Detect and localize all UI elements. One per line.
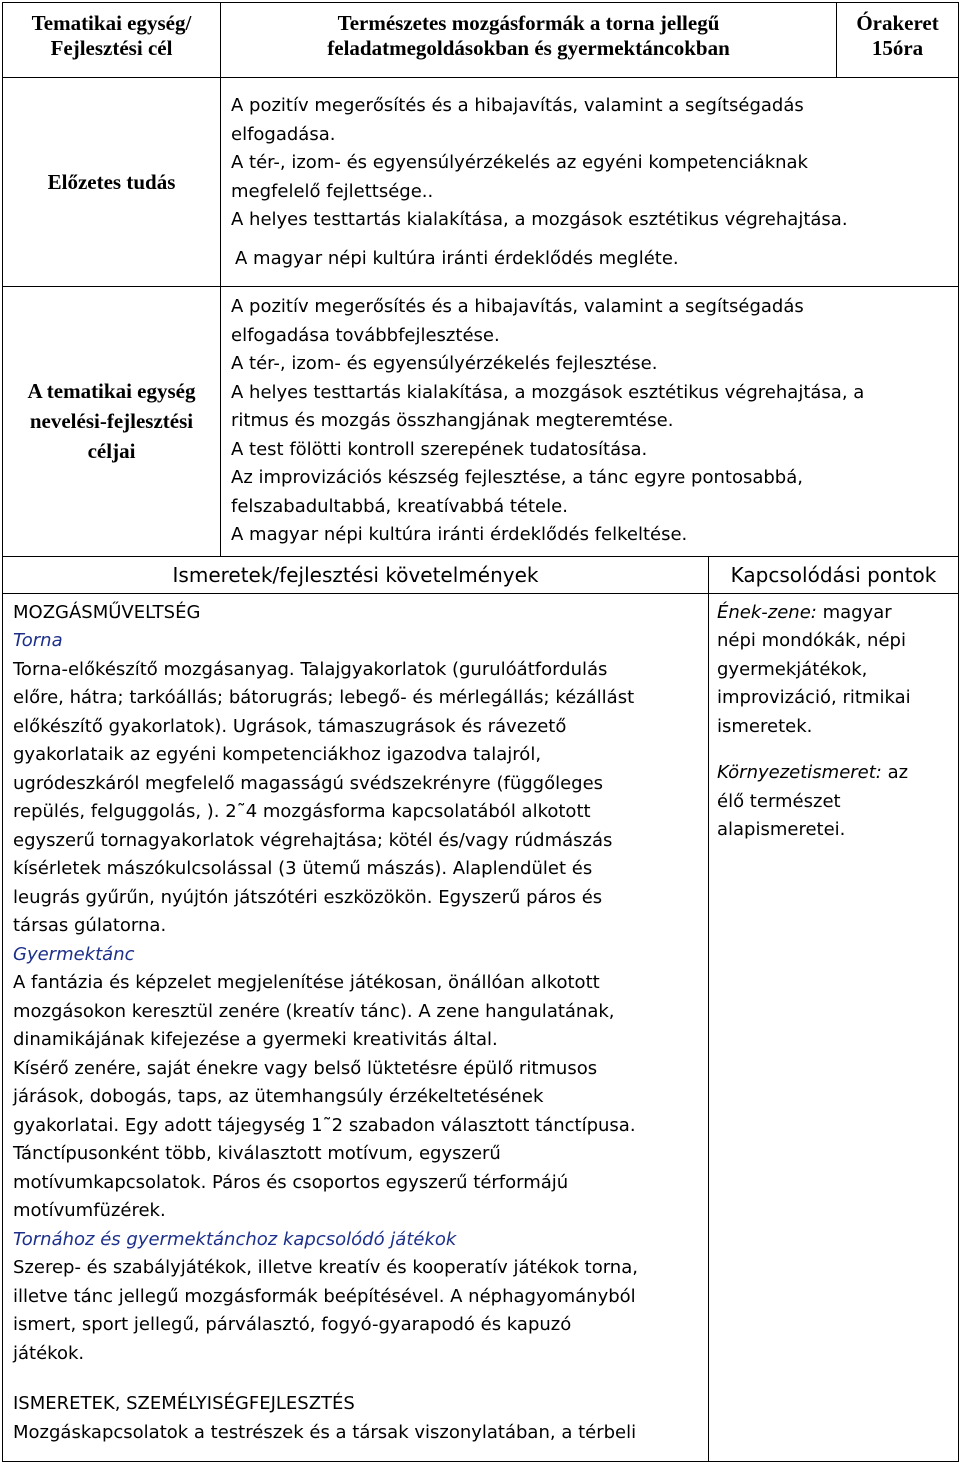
torna-line: Torna-előkészítő mozgásanyag. Talajgyakorlatok (gurulóátfordulás <box>13 658 608 680</box>
prior-line: A magyar népi kultúra iránti érdeklődés megléte. <box>235 247 679 269</box>
goal-line: felszabadultabbá, kreatívabbá tétele. <box>231 495 568 517</box>
goal-line: A test fölötti kontroll szerepének tudatosítása. <box>231 438 648 460</box>
prior-line: A pozitív megerősítés és a hibajavítás, valamint a segítségadás <box>231 95 804 116</box>
games-line: Szerep- és szabályjátékok, illetve kreatív és kooperatív játékok torna, <box>13 1257 638 1278</box>
torna-line: ugródeszkáról megfelelő magasságú svédszekrényre (függőleges <box>13 772 604 794</box>
torna-line: előkészítő gyakorlatok). Ugrások, támaszugrások és rávezető <box>13 715 567 737</box>
goal-line: A tér-, izom- és egyensúlyérzékelés fejlesztése. <box>231 353 658 374</box>
goals-label-cell <box>3 287 221 557</box>
requirements-header: Ismeretek/fejlesztési követelmények <box>172 562 539 587</box>
goal-line: A pozitív megerősítés és a hibajavítás, valamint a segítségadás <box>231 296 804 317</box>
curriculum-table <box>2 2 959 1462</box>
torna-line: társas gúlatorna. <box>13 915 167 936</box>
dance-line: Kísérő zenére, saját énekre vagy belső lüktetésre épülő ritmusos <box>13 1057 598 1079</box>
goals-label-line1: A tematikai egység <box>27 379 196 404</box>
music-connection-line: népi mondókák, népi <box>717 630 906 651</box>
env-connection-label: Környezetismeret: <box>717 762 882 783</box>
prior-line: A tér-, izom- és egyensúlyérzékelés az egyéni kompetenciáknak <box>231 152 808 173</box>
goal-line: ritmus és mozgás összhangjának megteremtése. <box>231 410 674 431</box>
music-connection-label: Ének-zene: <box>717 601 817 623</box>
subsection-title-torna: Torna <box>13 630 63 651</box>
prior-knowledge-label-cell <box>3 78 221 287</box>
dance-line: A fantázia és képzelet megjelenítése játékosan, önállóan alkotott <box>13 972 600 993</box>
content-row <box>3 593 959 1461</box>
music-connection-text: magyar <box>816 601 892 623</box>
env-connection-first-line <box>717 759 952 788</box>
env-connection-text: az <box>881 762 909 783</box>
subsection-title-games: Tornához és gyermektánchoz kapcsolódó játékok <box>13 1228 457 1250</box>
goal-line: Az improvizációs készség fejlesztése, a tánc egyre pontosabbá, <box>231 467 803 488</box>
header-title-line2: feladatmegoldásokban és gyermektáncokban <box>327 36 730 60</box>
dance-line: dinamikájának kifejezése a gyermeki kreativitás által. <box>13 1029 498 1050</box>
requirements-header-cell <box>3 556 709 593</box>
games-line: illetve tánc jellegű mozgásformák beépítésével. A néphagyományból <box>13 1285 636 1307</box>
goal-line: elfogadása továbbfejlesztése. <box>231 324 500 346</box>
games-line: játékok. <box>13 1342 85 1364</box>
header-left-line1: Tematikai egység/ <box>31 11 192 35</box>
prior-knowledge-content <box>221 78 959 287</box>
music-connection-line: ismeretek. <box>717 715 813 737</box>
music-connection-first-line <box>717 599 952 628</box>
header-title-line1: Természetes mozgásformák a torna jellegű <box>337 11 720 35</box>
env-connection-line: élő természet <box>717 790 841 812</box>
header-left-cell <box>3 3 221 78</box>
requirements-content <box>3 593 709 1461</box>
header-title-cell <box>221 3 837 78</box>
torna-line: egyszerű tornagyakorlatok végrehajtása; kötél és/vagy rúdmászás <box>13 829 613 851</box>
music-connection-line: improvizáció, ritmikai <box>717 687 911 708</box>
subsection-title-gyermektanc: Gyermektánc <box>13 943 135 965</box>
dance-line: gyakorlatai. Egy adott tájegység 1˜2 szabadon választott tánctípusa. <box>13 1114 636 1136</box>
dance-line: Tánctípusonként több, kiválasztott motívum, egyszerű <box>13 1143 501 1164</box>
torna-line: leugrás gyűrűn, nyújtón játszótéri eszközökön. Egyszerű páros és <box>13 886 603 908</box>
prior-line: megfelelő fejlettsége.. <box>231 180 434 202</box>
hours-label: Órakeret <box>856 11 939 35</box>
prior-line: elfogadása. <box>231 123 336 145</box>
goals-label-line3: céljai <box>87 439 136 464</box>
goals-row <box>3 287 959 557</box>
torna-line: repülés, felguggolás, ). 2˜4 mozgásforma kapcsolatából alkotott <box>13 801 591 822</box>
connections-content <box>709 593 959 1461</box>
header-row <box>3 3 959 78</box>
games-line: ismert, sport jellegű, párválasztó, fogyó-gyarapodó és kapuzó <box>13 1314 572 1335</box>
music-connection-line: gyermekjátékok, <box>717 658 868 680</box>
connections-header: Kapcsolódási pontok <box>730 562 937 587</box>
dance-line: mozgásokon keresztül zenére (kreatív tánc). A zene hangulatának, <box>13 1000 615 1022</box>
goals-label-line2: nevelési-fejlesztési <box>29 409 194 434</box>
dance-line: motívumkapcsolatok. Páros és csoportos egyszerű térformájú <box>13 1171 569 1193</box>
header-hours-cell <box>837 3 959 78</box>
prior-knowledge-row <box>3 78 959 287</box>
section-title-ismeretek: ISMERETEK, SZEMÉLYISÉGFEJLESZTÉS <box>13 1393 355 1414</box>
torna-line: kísérletek mászókulcsolással (3 ütemű mászás). Alaplendület és <box>13 858 593 879</box>
hours-value: 15óra <box>871 36 924 60</box>
dance-line: járások, dobogás, taps, az ütemhangsúly érzékeltetésének <box>13 1086 544 1107</box>
torna-line: gyakorlataik az egyéni kompetenciákhoz igazodva talajról, <box>13 744 542 765</box>
torna-line: előre, hátra; tarkóállás; bátorugrás; lebegő- és mérlegállás; kézállást <box>13 687 635 708</box>
goal-line: A helyes testtartás kialakítása, a mozgások esztétikus végrehajtása, a <box>231 381 865 403</box>
goal-line: A magyar népi kultúra iránti érdeklődés felkeltése. <box>231 524 688 545</box>
section2-line: Mozgáskapcsolatok a testrészek és a társak viszonylatában, a térbeli <box>13 1421 637 1443</box>
prior-line: A helyes testtartás kialakítása, a mozgások esztétikus végrehajtása. <box>231 209 848 230</box>
section-title-mozgasmuveltseg: MOZGÁSMŰVELTSÉG <box>13 601 201 623</box>
dance-line: motívumfüzérek. <box>13 1200 166 1221</box>
prior-knowledge-label: Előzetes tudás <box>47 170 176 194</box>
goals-content <box>221 287 959 557</box>
subheader-row <box>3 556 959 593</box>
header-left-line2: Fejlesztési cél <box>50 36 173 60</box>
connections-header-cell <box>709 556 959 593</box>
env-connection-line: alapismeretei. <box>717 819 846 840</box>
